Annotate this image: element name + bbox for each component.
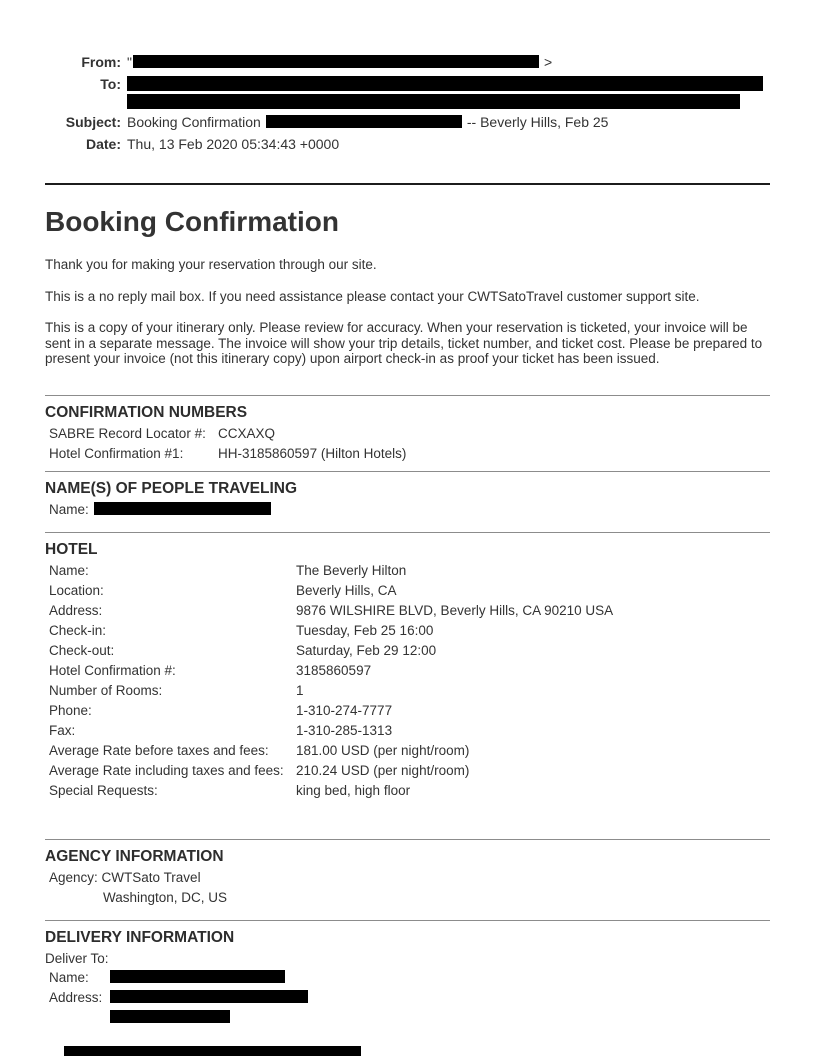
date-label: Date: — [85, 136, 121, 152]
hotel-row-fax — [45, 721, 770, 741]
hotel-requests-label: Special Requests: — [49, 782, 158, 798]
to-value — [121, 73, 770, 111]
delivery-row-name — [45, 968, 770, 988]
delivery-details — [45, 968, 770, 1028]
delivery-row-address-line2 — [45, 1008, 770, 1028]
traveler-name-row — [45, 500, 770, 520]
section-travelers — [45, 471, 770, 532]
to-label: To: — [100, 76, 121, 92]
section-confirmation-numbers — [45, 395, 770, 471]
delivery-address-value — [110, 988, 770, 1008]
hotel-requests-value: king bed, high floor — [296, 782, 411, 798]
subject-text-before: Booking Confirmation — [127, 114, 261, 130]
hotel-rate-before-label: Average Rate before taxes and fees: — [49, 742, 269, 758]
hotel-location-value: Beverly Hills, CA — [296, 582, 397, 598]
hotel-fax-label: Fax: — [49, 722, 76, 738]
hotel-row-rate-including-taxes — [45, 761, 770, 781]
hotel-row-checkout — [45, 641, 770, 661]
sabre-locator-value: CCXAXQ — [218, 425, 276, 441]
agency-label: Agency: — [49, 869, 98, 885]
hotel-checkin-value: Tuesday, Feb 25 16:00 — [296, 622, 434, 638]
agency-name: CWTSato Travel — [101, 869, 201, 885]
hotel-row-address — [45, 601, 770, 621]
section-delivery — [45, 920, 770, 1035]
hotel-phone-label: Phone: — [49, 702, 92, 718]
from-closing-bracket: > — [543, 54, 553, 70]
hotel-rooms-value: 1 — [296, 682, 304, 698]
delivery-address-line2-value — [110, 1008, 770, 1028]
page-title: Booking Confirmation — [45, 206, 339, 237]
redacted-from-address — [133, 55, 539, 68]
traveler-name-label: Name: — [49, 501, 89, 517]
subject-text-after: -- Beverly Hills, Feb 25 — [466, 114, 609, 130]
hotel-name-value: The Beverly Hilton — [296, 562, 407, 578]
hotel-phone-value: 1-310-274-7777 — [296, 702, 393, 718]
redacted-to-recipients-line2 — [127, 94, 740, 109]
email-date-row — [45, 133, 770, 155]
hotel-row-confirmation-number — [45, 661, 770, 681]
redacted-footer-bar — [64, 1046, 361, 1056]
from-open-quote: " — [127, 54, 132, 70]
confirmation-row-sabre — [45, 424, 770, 444]
hotel-confirmation-label: Hotel Confirmation #1: — [49, 445, 184, 461]
hotel-checkin-label: Check-in: — [49, 622, 107, 638]
hotel-address-label: Address: — [49, 602, 103, 618]
hotel-heading: HOTEL — [45, 540, 98, 558]
section-agency — [45, 839, 770, 920]
redacted-delivery-address-line2 — [110, 1010, 230, 1023]
from-label: From: — [81, 54, 121, 70]
deliver-to-label: Deliver To: — [45, 950, 109, 966]
agency-location-row: Washington, DC, US — [103, 889, 228, 905]
confirmation-numbers-heading: CONFIRMATION NUMBERS — [45, 403, 248, 421]
hotel-checkout-label: Check-out: — [49, 642, 115, 658]
travelers-heading: NAME(S) OF PEOPLE TRAVELING — [45, 479, 298, 497]
redacted-delivery-address-line1 — [110, 990, 308, 1003]
hotel-row-number-of-rooms — [45, 681, 770, 701]
intro-paragraph-2: This is a no reply mail box. If you need assistance please contact your CWTSatoTravel customer support site. — [45, 288, 700, 304]
hotel-fax-value: 1-310-285-1313 — [296, 722, 393, 738]
hotel-row-phone — [45, 701, 770, 721]
redacted-traveler-name — [94, 502, 271, 515]
agency-name-row — [45, 868, 770, 888]
email-to-row — [45, 73, 770, 111]
from-value — [121, 51, 770, 73]
subject-label: Subject: — [65, 114, 121, 130]
hotel-details-table — [45, 561, 770, 801]
hotel-row-checkin — [45, 621, 770, 641]
header-divider-rule — [45, 183, 770, 185]
email-header — [45, 51, 770, 155]
section-hotel — [45, 532, 770, 839]
hotel-checkout-value: Saturday, Feb 29 12:00 — [296, 642, 437, 658]
redacted-to-recipients-line1 — [127, 76, 763, 91]
hotel-row-location — [45, 581, 770, 601]
hotel-confnum-value: 3185860597 — [296, 662, 372, 678]
hotel-name-label: Name: — [49, 562, 89, 578]
delivery-address-label: Address: — [49, 989, 103, 1005]
hotel-rate-before-value: 181.00 USD (per night/room) — [296, 742, 470, 758]
hotel-rooms-label: Number of Rooms: — [49, 682, 163, 698]
delivery-address-line2-spacer — [49, 1008, 110, 1028]
hotel-row-special-requests — [45, 781, 770, 801]
email-subject-row — [45, 111, 770, 133]
redacted-delivery-name — [110, 970, 285, 983]
hotel-rate-incl-value: 210.24 USD (per night/room) — [296, 762, 470, 778]
hotel-confirmation-value: HH-3185860597 (Hilton Hotels) — [218, 445, 407, 461]
hotel-location-label: Location: — [49, 582, 104, 598]
hotel-row-rate-before-taxes — [45, 741, 770, 761]
intro-paragraph-3: This is a copy of your itinerary only. Please review for accuracy. When your reservation is ticketed, your invoice will be sent in a separate message. The invoice will show your trip details, ticket number, and ticket cost. Please be prepared to present your invoice (not this itinerary copy) upon airport check-in as proof your ticket has been issued. — [45, 320, 763, 366]
delivery-row-address — [45, 988, 770, 1008]
confirmation-row-hotel — [45, 444, 770, 464]
hotel-confnum-label: Hotel Confirmation #: — [49, 662, 176, 678]
intro-paragraph-1: Thank you for making your reservation through our site. — [45, 257, 377, 272]
date-value: Thu, 13 Feb 2020 05:34:43 +0000 — [127, 136, 340, 152]
delivery-heading: DELIVERY INFORMATION — [45, 928, 235, 946]
sabre-locator-label: SABRE Record Locator #: — [49, 425, 206, 441]
hotel-address-value: 9876 WILSHIRE BLVD, Beverly Hills, CA 90210 USA — [296, 602, 614, 618]
delivery-name-label: Name: — [49, 969, 89, 985]
redacted-subject-detail — [266, 115, 462, 128]
hotel-row-name — [45, 561, 770, 581]
hotel-rate-incl-label: Average Rate including taxes and fees: — [49, 762, 284, 778]
subject-value — [121, 111, 770, 133]
email-from-row — [45, 51, 770, 73]
agency-heading: AGENCY INFORMATION — [45, 847, 224, 865]
delivery-name-value — [110, 968, 770, 988]
